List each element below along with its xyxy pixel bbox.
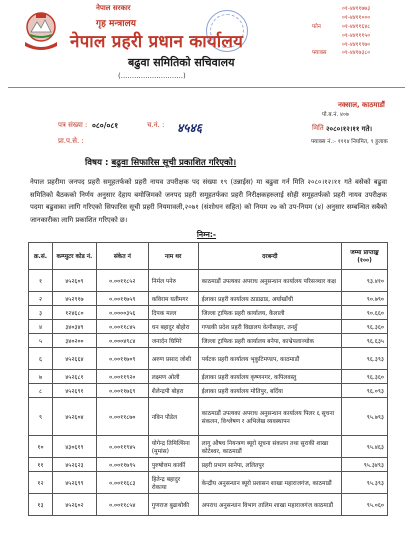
col-header-sn: क्र.सं. <box>29 243 53 270</box>
table-row <box>29 384 388 398</box>
contact-row: ०१-४४१११५० <box>342 32 371 39</box>
table-cell: १२४६८० <box>52 306 96 320</box>
list-title: निम्न:- <box>196 230 217 239</box>
table-cell: ०.००११८५४ <box>96 494 148 516</box>
nepal-emblem-icon <box>22 8 60 54</box>
table-cell: ६ <box>29 348 53 370</box>
table-cell: ०.००११९२० <box>96 370 148 384</box>
contact-block <box>312 4 410 57</box>
table-cell: जनार्दन घिमिरे <box>148 334 198 348</box>
table-cell: ०.००११७०९ <box>96 348 148 370</box>
table-cell: नविन पौडेल <box>148 398 198 436</box>
table-cell: ३ <box>29 306 53 320</box>
table-cell: धन बहादुर बोहोरा <box>148 320 198 334</box>
table-cell: ९०.७९० <box>342 292 388 306</box>
table-cell: ४५२६९९ <box>52 472 96 494</box>
table-cell: ईलाका प्रहरी कार्यालय कृष्णनगर, कपिलवस्तु <box>198 370 341 384</box>
table-row <box>29 472 388 494</box>
table-cell: ४ <box>29 320 53 334</box>
contact-row: ०१-४४११९७० <box>342 41 371 48</box>
table-cell: निर्मल पनेरु <box>148 270 198 292</box>
table-cell: अपराध अनुसन्धान विभाग तालिम शाखा महाराजगंज काठमाडौं <box>198 494 341 516</box>
table-cell: १० <box>29 436 53 458</box>
table-cell: ९०.६६० <box>342 306 388 320</box>
table-cell: ०.००११६८३ <box>96 472 148 494</box>
table-cell: ०.००११७९५ <box>96 458 148 472</box>
table-cell: पर्यटक प्रहरी कार्यालय भृकुटिमण्डप, काठमाडौं <box>198 348 341 370</box>
table-cell: २ <box>29 292 53 306</box>
fax-line: फ्याक्स नं.:- १११४ नियमित, ९ हुलाक <box>311 139 388 145</box>
table-cell: कविराम घतीमगर <box>148 292 198 306</box>
table-cell: ४५२९१७ <box>52 292 96 306</box>
table-cell: ईलाका प्रहरी कार्यालय मोतिपुर, बर्दिया <box>198 384 341 398</box>
subject-line <box>85 156 236 168</box>
table-cell: ४५२६९१ <box>52 384 96 398</box>
table-cell: ४५२६६४ <box>52 348 96 370</box>
col-header-score: जम्मा प्राप्ताङ्क (१००) <box>342 243 388 270</box>
letter-body: नेपाल प्रहरीमा जनपद प्रहरी समूहतर्फको प्रहरी नायव उपरीक्षक पद संख्या १९ (उन्नाईस) मा बढुवा गर्न मिति २०८०।१२।११ गते बसेको बढुवा समितिको बैठकको निर्णय अनुसार देहाय बमोजिमको जनपद प्रहरी समूहतर्फका प्रहरी निरीक्षकहरुलाई सोही समूहतर्फको प्रहरी नायव उपरीक्षक पदमा बढुवाका लागि गरिएको सिफारिस सूची प्रहरी नियमावली,२०७१ (संशोधन सहित) को नियम २७ को उप-नियम (४) अनुसार सम्बन्धित सबैको जानकारीका लागि प्रकाशित गरिएको छ। <box>30 178 387 224</box>
government-line: नेपाल सरकार <box>96 4 131 12</box>
office-title: नेपाल प्रहरी प्रधान कार्यालय <box>70 32 244 52</box>
table-cell: ९६.०९३ <box>342 384 388 398</box>
contact-row: ०१-४४११००० <box>342 15 371 22</box>
ref-number-label: पत्र संख्या : <box>58 121 88 129</box>
table-cell: लागु औषध नियन्त्रण ब्यूरो सूचना संकलन तथा सुराकी शाखा कोटेश्वर, काठमाडौं <box>198 436 341 458</box>
table-row <box>29 334 388 348</box>
table-cell: प्रहरी प्रभाग सानेपा, ललितपुर <box>198 458 341 472</box>
table-cell: ४५२६०२ <box>52 494 96 516</box>
table-cell: पुरुषोत्तम कार्की <box>148 458 198 472</box>
dispatch-number: ४५४६ <box>177 121 202 135</box>
table-cell: १३ <box>29 494 53 516</box>
table-cell: ०.००११९४५ <box>96 436 148 458</box>
table-cell: १ <box>29 270 53 292</box>
table-cell: ९६.३९३ <box>342 348 388 370</box>
table-row <box>29 348 388 370</box>
table-cell: १२ <box>29 472 53 494</box>
col-header-posting: दरबन्दी <box>198 243 341 270</box>
table-header-row <box>29 243 388 270</box>
letter-date: २०८०।१२।११ गते। <box>326 125 373 133</box>
table-cell: शैलेन्द्रपी बोहरा <box>148 384 198 398</box>
table-row <box>29 320 388 334</box>
table-cell: ९५.३९३ <box>342 472 388 494</box>
table-cell: ९६.३६० <box>342 370 388 384</box>
col-header-name: नाम थर <box>148 243 198 270</box>
table-cell: ४५२६०९ <box>52 270 96 292</box>
table-cell: जिल्ला ट्राफिक प्रहरी कार्यालय, कैलाली <box>198 306 341 320</box>
col-header-symbol: संकेत नं <box>96 243 148 270</box>
contact-row: फ्याक्स ०१-४४१७३८० <box>312 50 371 57</box>
recipient-label: प्रा.प.से. : <box>58 137 84 145</box>
table-cell: ३४०३४९ <box>52 320 96 334</box>
unit-placeholder: (............................) <box>118 72 186 80</box>
table-cell: ९५.४६३ <box>342 436 388 458</box>
subject-label: विषय : <box>85 158 109 168</box>
table-body <box>29 270 388 516</box>
table-cell: ०.००११७६९ <box>96 384 148 398</box>
table-cell: ०.००११८४५ <box>96 320 148 334</box>
table-cell: ४५२६०४ <box>52 398 96 436</box>
table-row <box>29 436 388 458</box>
table-cell: जिल्ला ट्राफिक प्रहरी कार्यालय बनेपा, काभ्रेपलाञ्चोक <box>198 334 341 348</box>
table-cell: ११ <box>29 458 53 472</box>
contact-row: फोन ०१-४४११६४८ <box>312 23 371 30</box>
table-cell: लक्ष्मण ओली <box>148 370 198 384</box>
table-row <box>29 270 388 292</box>
office-location: नक्साल, काठमाडौं <box>338 101 385 109</box>
table-cell: ३४०२०० <box>52 334 96 348</box>
table-cell: ४५२६२३ <box>52 458 96 472</box>
po-box: पो.ब.नं. ४०७ <box>322 112 349 118</box>
date-label: मिति <box>312 124 324 132</box>
table-row <box>29 398 388 436</box>
table-row <box>29 292 388 306</box>
table-cell: ९५.०६० <box>342 494 388 516</box>
table-cell: ०.००११७५९ <box>96 292 148 306</box>
table-cell: ९५.३४९३ <box>342 458 388 472</box>
table-cell: गण्डकी प्रदेश प्रहरी विद्यालय वेत्नीसाहर, तनहुँ <box>198 320 341 334</box>
table-cell: दिपक मल्ल <box>148 306 198 320</box>
table-cell: केन्द्रीय अनुसन्धान ब्यूरो प्रशासन शाखा महाराजगंज, काठमाडौं <box>198 472 341 494</box>
table-cell: ७ <box>29 370 53 384</box>
table-cell: हितेन्द्र बहादुर रोकाया <box>148 472 198 494</box>
dispatch-number-label: च.नं. : <box>147 121 165 129</box>
office-unit: बढुवा समितिको सचिवालय <box>128 56 235 69</box>
table-cell: ९५.७९३ <box>342 398 388 436</box>
table-row <box>29 370 388 384</box>
table-cell: ८ <box>29 384 53 398</box>
table-cell: ०.००११८७० <box>96 398 148 436</box>
ref-number: ०८०/०८१ <box>92 121 119 130</box>
table-cell: ०.००००३५६ <box>96 306 148 320</box>
table-cell: ९६.६३५ <box>342 334 388 348</box>
table-cell: ४३०६१९ <box>52 436 96 458</box>
table-cell: काठमाडौं उपत्यका अपराध अनुसन्धान कार्यालय परिसञ्चार कक्ष <box>198 270 341 292</box>
table-cell: योगेन्द्र तिमिल्सिना (मुमांस) <box>148 436 198 458</box>
table-cell: ४५२६८१ <box>52 370 96 384</box>
table-cell: काठमाडौं उपत्यका अपराध अनुसन्धान कार्यालय पिलर ६ सूचना संकलन, विश्लेषण र अभिलेख व्यवस्थापन <box>198 398 341 436</box>
promotion-table <box>28 242 388 516</box>
table-row <box>29 494 388 516</box>
table-cell: ९३.४१० <box>342 270 388 292</box>
ministry-name: गृह मन्त्रालय <box>96 19 136 29</box>
table-row <box>29 306 388 320</box>
table-cell: ०.००११८५२ <box>96 270 148 292</box>
table-cell: अरुण प्रसाद जोशी <box>148 348 198 370</box>
subject-text: बढुवा सिफारिस सूची प्रकाशित गरिएको। <box>111 158 237 168</box>
table-cell: ९६.३६० <box>342 320 388 334</box>
table-cell: ९ <box>29 398 53 436</box>
table-row <box>29 458 388 472</box>
header-divider <box>8 87 405 88</box>
table-cell: ईलाका प्रहरी कार्यालय ठाडाढाड, अर्घाखाँची <box>198 292 341 306</box>
table-cell: गुणराज बुढाथोकी <box>148 494 198 516</box>
contact-row: ०१-४४११७७३ <box>342 6 371 13</box>
col-header-code: कम्प्युटर कोड नं. <box>52 243 96 270</box>
table-cell: ५ <box>29 334 53 348</box>
table-cell: ०.०००४९८४ <box>96 334 148 348</box>
